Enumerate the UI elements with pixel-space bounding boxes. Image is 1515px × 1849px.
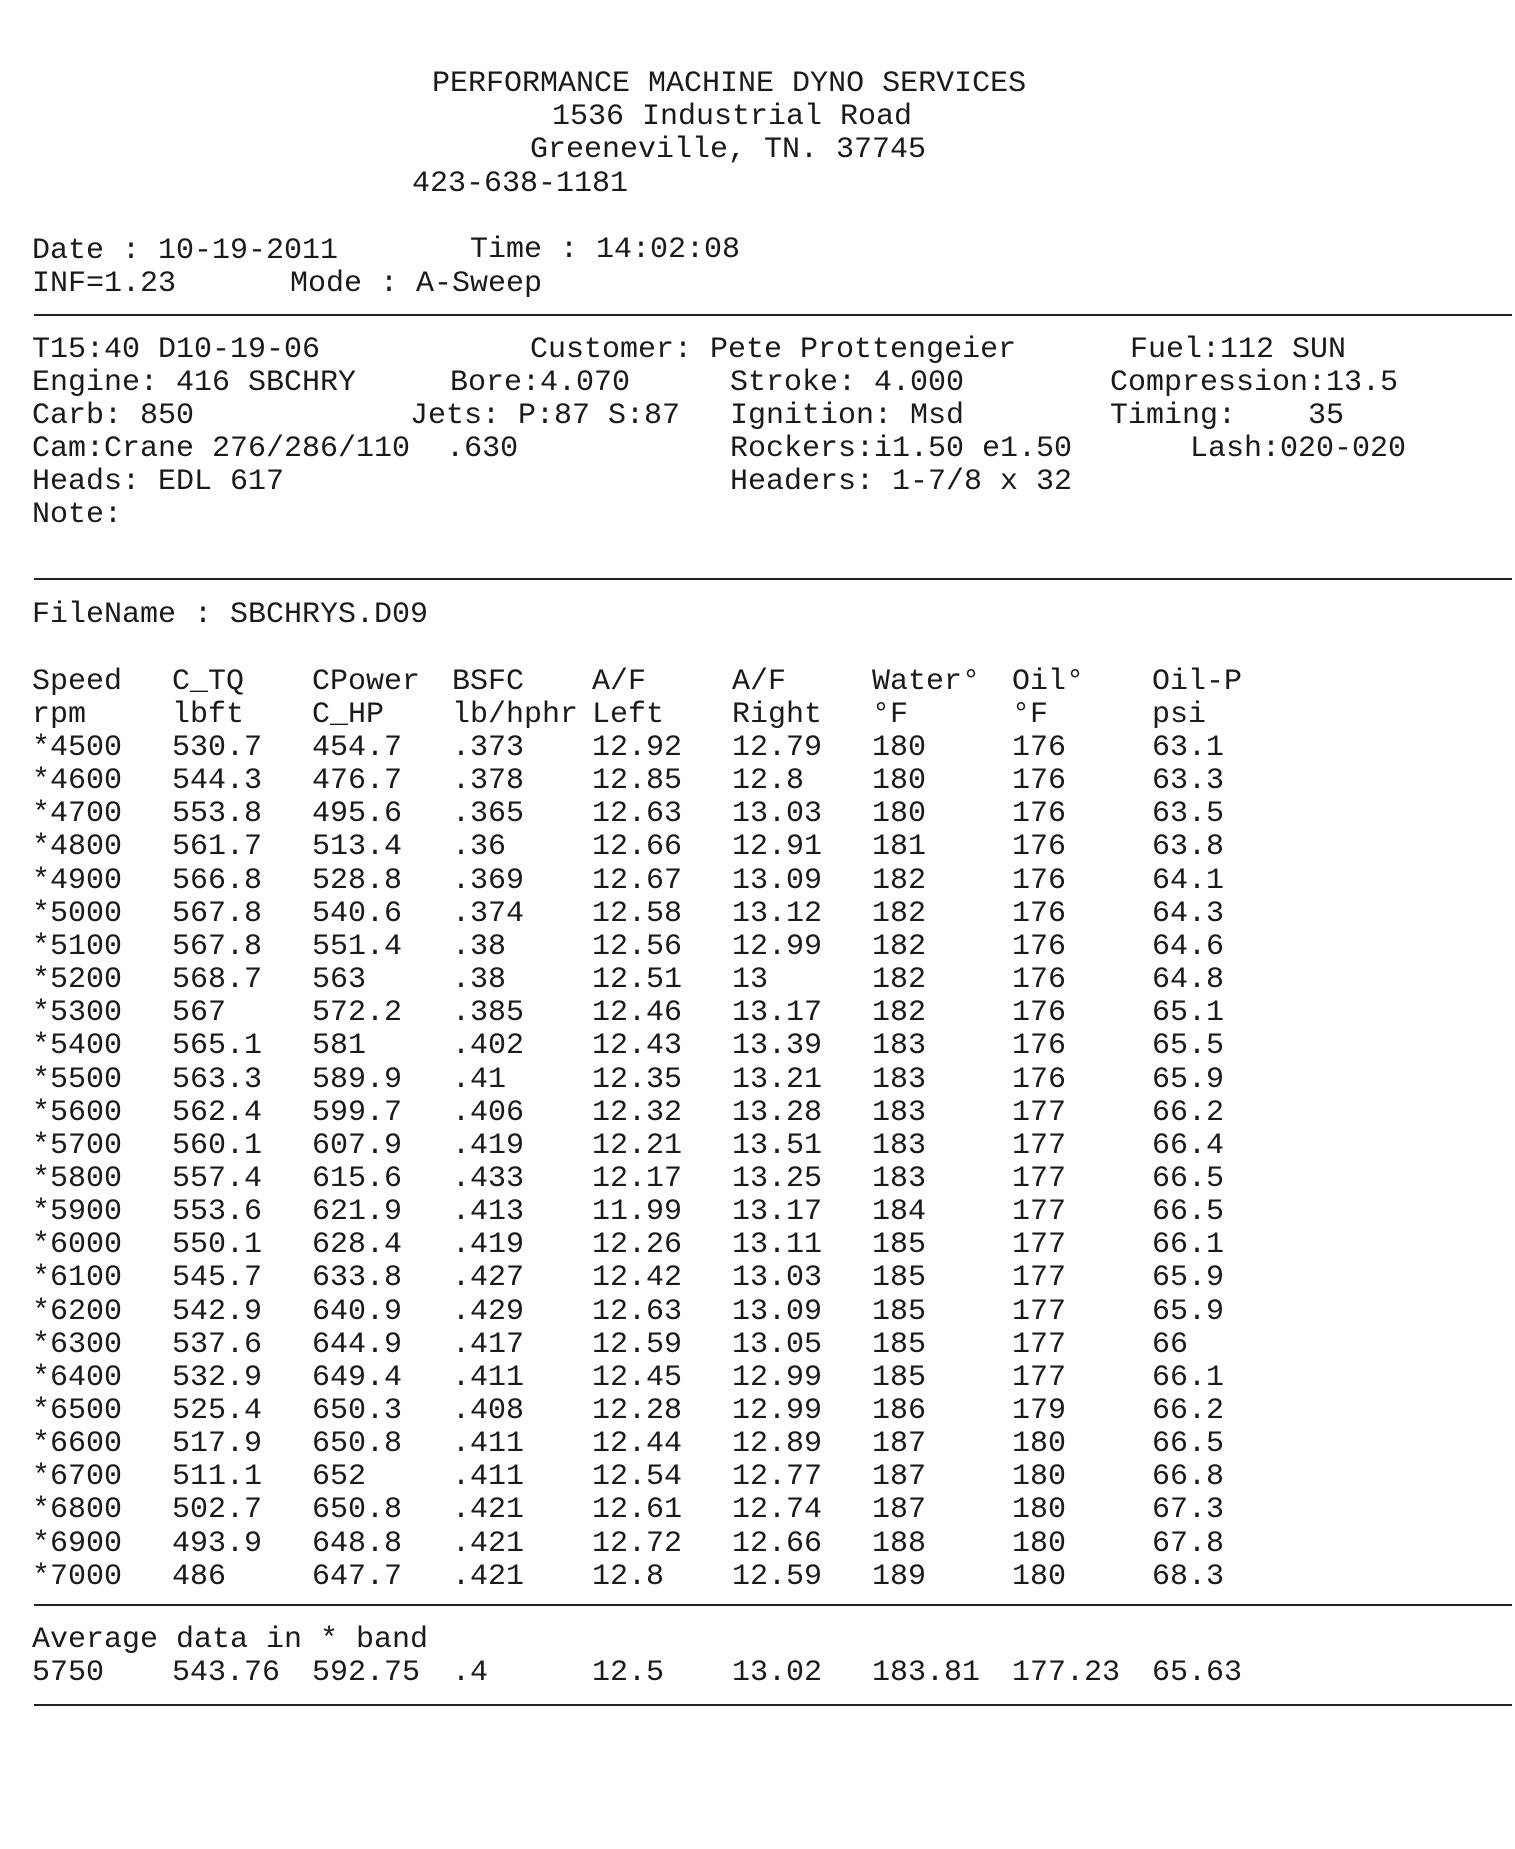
cell-oil-pressure: 64.6 (1152, 930, 1225, 964)
avg-torque: 543.76 (172, 1656, 281, 1690)
cell-af-right: 13.05 (732, 1328, 823, 1362)
avg-bsfc: .4 (452, 1656, 489, 1690)
cell-oil-temp: 176 (1012, 830, 1067, 864)
cell-af-left: 12.85 (592, 764, 683, 798)
cell-oil-pressure: 63.1 (1152, 731, 1225, 765)
test-id: T15:40 D10-19-06 (32, 333, 321, 367)
cell-speed: *4500 (32, 731, 123, 765)
cell-bsfc: .378 (452, 764, 525, 798)
cell-bsfc: .429 (452, 1295, 525, 1329)
cell-water-temp: 188 (872, 1527, 927, 1561)
cell-oil-temp: 180 (1012, 1527, 1067, 1561)
cell-af-right: 13.17 (732, 996, 823, 1030)
cell-oil-pressure: 66.2 (1152, 1096, 1225, 1130)
cell-speed: *5100 (32, 930, 123, 964)
cell-power: 650.3 (312, 1394, 403, 1428)
cell-oil-temp: 176 (1012, 864, 1067, 898)
cell-oil-pressure: 66.5 (1152, 1162, 1225, 1196)
cell-speed: *6500 (32, 1394, 123, 1428)
cam: Cam:Crane 276/286/110 .630 (32, 432, 519, 466)
cell-water-temp: 181 (872, 830, 927, 864)
cell-oil-pressure: 63.5 (1152, 797, 1225, 831)
column-header: C_TQ (172, 665, 245, 699)
cell-bsfc: .408 (452, 1394, 525, 1428)
avg-water-temp: 183.81 (872, 1656, 981, 1690)
cell-bsfc: .411 (452, 1460, 525, 1494)
cell-af-right: 13 (732, 963, 769, 997)
cell-torque: 517.9 (172, 1427, 263, 1461)
cell-oil-temp: 176 (1012, 897, 1067, 931)
cell-af-left: 12.17 (592, 1162, 683, 1196)
cell-af-right: 13.09 (732, 1295, 823, 1329)
cell-oil-pressure: 66.5 (1152, 1427, 1225, 1461)
cell-speed: *4600 (32, 764, 123, 798)
bore: Bore:4.070 (450, 366, 631, 400)
cell-water-temp: 183 (872, 1063, 927, 1097)
cell-af-left: 12.42 (592, 1261, 683, 1295)
cell-af-right: 13.17 (732, 1195, 823, 1229)
cell-speed: *5300 (32, 996, 123, 1030)
cell-bsfc: .406 (452, 1096, 525, 1130)
cell-oil-pressure: 63.8 (1152, 830, 1225, 864)
cell-water-temp: 185 (872, 1261, 927, 1295)
cell-speed: *5600 (32, 1096, 123, 1130)
cell-power: 607.9 (312, 1129, 403, 1163)
cell-oil-temp: 177 (1012, 1096, 1067, 1130)
cell-speed: *6000 (32, 1228, 123, 1262)
cell-oil-pressure: 65.9 (1152, 1295, 1225, 1329)
cell-oil-temp: 176 (1012, 963, 1067, 997)
cell-bsfc: .36 (452, 830, 507, 864)
column-header: CPower (312, 665, 421, 699)
timing: Timing: 35 (1110, 399, 1345, 433)
cell-bsfc: .373 (452, 731, 525, 765)
cell-oil-pressure: 63.3 (1152, 764, 1225, 798)
cell-oil-pressure: 66 (1152, 1328, 1189, 1362)
cell-power: 615.6 (312, 1162, 403, 1196)
cell-af-left: 12.54 (592, 1460, 683, 1494)
cell-bsfc: .413 (452, 1195, 525, 1229)
cell-af-right: 12.74 (732, 1493, 823, 1527)
cell-oil-temp: 176 (1012, 764, 1067, 798)
cell-bsfc: .421 (452, 1560, 525, 1594)
cell-water-temp: 185 (872, 1228, 927, 1262)
cell-oil-pressure: 67.3 (1152, 1493, 1225, 1527)
cell-oil-temp: 176 (1012, 797, 1067, 831)
cell-water-temp: 187 (872, 1460, 927, 1494)
cell-af-left: 12.63 (592, 797, 683, 831)
cell-oil-temp: 180 (1012, 1493, 1067, 1527)
cell-oil-temp: 177 (1012, 1261, 1067, 1295)
cell-af-left: 12.51 (592, 963, 683, 997)
cell-af-right: 12.99 (732, 930, 823, 964)
avg-power: 592.75 (312, 1656, 421, 1690)
cell-torque: 511.1 (172, 1460, 263, 1494)
cell-power: 633.8 (312, 1261, 403, 1295)
cell-power: 650.8 (312, 1493, 403, 1527)
cell-speed: *7000 (32, 1560, 123, 1594)
column-unit: Right (732, 698, 823, 732)
cell-af-left: 12.32 (592, 1096, 683, 1130)
cell-speed: *6600 (32, 1427, 123, 1461)
cell-oil-pressure: 66.1 (1152, 1361, 1225, 1395)
cell-af-right: 12.77 (732, 1460, 823, 1494)
cell-speed: *6400 (32, 1361, 123, 1395)
cell-af-left: 12.35 (592, 1063, 683, 1097)
cell-af-left: 12.56 (592, 930, 683, 964)
cell-oil-pressure: 65.9 (1152, 1063, 1225, 1097)
cell-water-temp: 185 (872, 1295, 927, 1329)
fuel: Fuel:112 SUN (1130, 333, 1347, 367)
cell-af-right: 13.51 (732, 1129, 823, 1163)
cell-water-temp: 187 (872, 1427, 927, 1461)
cell-af-left: 12.72 (592, 1527, 683, 1561)
company-city: Greeneville, TN. 37745 (530, 133, 927, 167)
cell-bsfc: .38 (452, 963, 507, 997)
cell-torque: 563.3 (172, 1063, 263, 1097)
cell-oil-temp: 176 (1012, 731, 1067, 765)
cell-power: 648.8 (312, 1527, 403, 1561)
cell-torque: 542.9 (172, 1295, 263, 1329)
column-unit: C_HP (312, 698, 385, 732)
company-phone: 423-638-1181 (412, 167, 629, 201)
cell-water-temp: 186 (872, 1394, 927, 1428)
cell-power: 572.2 (312, 996, 403, 1030)
cell-oil-temp: 179 (1012, 1394, 1067, 1428)
cell-power: 513.4 (312, 830, 403, 864)
cell-speed: *5900 (32, 1195, 123, 1229)
cell-oil-temp: 176 (1012, 996, 1067, 1030)
cell-bsfc: .417 (452, 1328, 525, 1362)
cell-oil-pressure: 66.5 (1152, 1195, 1225, 1229)
run-time: Time : 14:02:08 (470, 233, 741, 267)
cell-torque: 550.1 (172, 1228, 263, 1262)
cell-oil-temp: 176 (1012, 930, 1067, 964)
cell-bsfc: .365 (452, 797, 525, 831)
column-unit: psi (1152, 698, 1207, 732)
cell-oil-temp: 177 (1012, 1228, 1067, 1262)
cell-af-left: 12.28 (592, 1394, 683, 1428)
cell-af-left: 12.67 (592, 864, 683, 898)
cell-af-right: 13.11 (732, 1228, 823, 1262)
cell-oil-pressure: 64.8 (1152, 963, 1225, 997)
column-header: A/F (592, 665, 647, 699)
divider (34, 1704, 1512, 1706)
column-header: Water° (872, 665, 981, 699)
run-date: Date : 10-19-2011 (32, 234, 339, 268)
cell-bsfc: .369 (452, 864, 525, 898)
cell-power: 551.4 (312, 930, 403, 964)
cell-oil-temp: 177 (1012, 1328, 1067, 1362)
cell-af-left: 12.58 (592, 897, 683, 931)
cell-power: 647.7 (312, 1560, 403, 1594)
cell-speed: *5700 (32, 1129, 123, 1163)
average-label: Average data in * band (32, 1623, 429, 1657)
column-unit: rpm (32, 698, 87, 732)
cell-power: 476.7 (312, 764, 403, 798)
cell-bsfc: .427 (452, 1261, 525, 1295)
cell-torque: 545.7 (172, 1261, 263, 1295)
ignition: Ignition: Msd (730, 399, 965, 433)
company-address: 1536 Industrial Road (552, 100, 913, 134)
cell-bsfc: .374 (452, 897, 525, 931)
cell-water-temp: 180 (872, 797, 927, 831)
cell-torque: 562.4 (172, 1096, 263, 1130)
cell-oil-pressure: 66.1 (1152, 1228, 1225, 1262)
cell-power: 563 (312, 963, 367, 997)
cell-bsfc: .421 (452, 1493, 525, 1527)
cell-af-left: 12.21 (592, 1129, 683, 1163)
cell-af-left: 12.43 (592, 1029, 683, 1063)
cell-oil-temp: 177 (1012, 1129, 1067, 1163)
cell-af-right: 12.89 (732, 1427, 823, 1461)
column-unit: lb/hphr (452, 698, 579, 732)
avg-af-right: 13.02 (732, 1656, 823, 1690)
cell-bsfc: .411 (452, 1427, 525, 1461)
cell-torque: 544.3 (172, 764, 263, 798)
stroke: Stroke: 4.000 (730, 366, 965, 400)
cell-water-temp: 185 (872, 1328, 927, 1362)
cell-speed: *6800 (32, 1493, 123, 1527)
cell-af-left: 12.66 (592, 830, 683, 864)
cell-oil-pressure: 68.3 (1152, 1560, 1225, 1594)
cell-af-left: 12.63 (592, 1295, 683, 1329)
cell-bsfc: .419 (452, 1129, 525, 1163)
cell-bsfc: .419 (452, 1228, 525, 1262)
avg-speed: 5750 (32, 1656, 105, 1690)
cell-water-temp: 184 (872, 1195, 927, 1229)
cell-speed: *5500 (32, 1063, 123, 1097)
cell-af-right: 13.03 (732, 1261, 823, 1295)
cell-speed: *5800 (32, 1162, 123, 1196)
cell-water-temp: 182 (872, 996, 927, 1030)
cell-power: 454.7 (312, 731, 403, 765)
cell-oil-pressure: 64.1 (1152, 864, 1225, 898)
avg-oil-temp: 177.23 (1012, 1656, 1121, 1690)
cell-af-right: 13.39 (732, 1029, 823, 1063)
cell-torque: 557.4 (172, 1162, 263, 1196)
cell-bsfc: .402 (452, 1029, 525, 1063)
avg-af-left: 12.5 (592, 1656, 665, 1690)
cell-power: 540.6 (312, 897, 403, 931)
cell-power: 495.6 (312, 797, 403, 831)
cell-af-right: 13.28 (732, 1096, 823, 1130)
cell-speed: *6900 (32, 1527, 123, 1561)
cell-torque: 567.8 (172, 930, 263, 964)
cell-torque: 525.4 (172, 1394, 263, 1428)
cell-af-left: 12.61 (592, 1493, 683, 1527)
cell-oil-pressure: 66.8 (1152, 1460, 1225, 1494)
cell-water-temp: 182 (872, 930, 927, 964)
cell-torque: 532.9 (172, 1361, 263, 1395)
cell-torque: 486 (172, 1560, 227, 1594)
cell-speed: *5200 (32, 963, 123, 997)
cell-af-left: 12.92 (592, 731, 683, 765)
customer: Customer: Pete Prottengeier (530, 333, 1017, 367)
cell-oil-pressure: 66.2 (1152, 1394, 1225, 1428)
cell-torque: 561.7 (172, 830, 263, 864)
cell-oil-temp: 180 (1012, 1460, 1067, 1494)
cell-speed: *4700 (32, 797, 123, 831)
divider (34, 314, 1512, 316)
cell-water-temp: 182 (872, 963, 927, 997)
cell-speed: *6100 (32, 1261, 123, 1295)
cell-af-right: 13.03 (732, 797, 823, 831)
cell-torque: 502.7 (172, 1493, 263, 1527)
cell-water-temp: 182 (872, 897, 927, 931)
cell-af-right: 12.79 (732, 731, 823, 765)
cell-af-right: 12.66 (732, 1527, 823, 1561)
cell-water-temp: 187 (872, 1493, 927, 1527)
divider (34, 1604, 1512, 1606)
cell-af-right: 12.59 (732, 1560, 823, 1594)
rockers: Rockers:i1.50 e1.50 (730, 432, 1073, 466)
company-name: PERFORMANCE MACHINE DYNO SERVICES (432, 67, 1027, 101)
cell-oil-temp: 177 (1012, 1162, 1067, 1196)
cell-torque: 553.8 (172, 797, 263, 831)
cell-power: 649.4 (312, 1361, 403, 1395)
cell-water-temp: 180 (872, 764, 927, 798)
cell-torque: 567 (172, 996, 227, 1030)
cell-af-left: 12.46 (592, 996, 683, 1030)
cell-af-right: 12.8 (732, 764, 805, 798)
run-mode: Mode : A-Sweep (290, 267, 543, 301)
cell-speed: *6200 (32, 1295, 123, 1329)
cell-oil-pressure: 65.9 (1152, 1261, 1225, 1295)
cell-torque: 493.9 (172, 1527, 263, 1561)
run-inf: INF=1.23 (32, 267, 177, 301)
cell-power: 650.8 (312, 1427, 403, 1461)
headers: Headers: 1-7/8 x 32 (730, 465, 1073, 499)
cell-bsfc: .421 (452, 1527, 525, 1561)
cell-bsfc: .411 (452, 1361, 525, 1395)
cell-power: 599.7 (312, 1096, 403, 1130)
cell-af-left: 12.59 (592, 1328, 683, 1362)
column-unit: °F (872, 698, 909, 732)
cell-af-left: 12.45 (592, 1361, 683, 1395)
column-unit: lbft (172, 698, 245, 732)
cell-oil-temp: 177 (1012, 1295, 1067, 1329)
heads: Heads: EDL 617 (32, 465, 285, 499)
cell-water-temp: 183 (872, 1096, 927, 1130)
cell-power: 581 (312, 1029, 367, 1063)
cell-af-right: 13.21 (732, 1063, 823, 1097)
cell-torque: 560.1 (172, 1129, 263, 1163)
cell-oil-pressure: 65.1 (1152, 996, 1225, 1030)
cell-oil-pressure: 66.4 (1152, 1129, 1225, 1163)
jets: Jets: P:87 S:87 (410, 399, 681, 433)
cell-oil-temp: 177 (1012, 1361, 1067, 1395)
cell-torque: 566.8 (172, 864, 263, 898)
cell-oil-pressure: 67.8 (1152, 1527, 1225, 1561)
cell-bsfc: .41 (452, 1063, 507, 1097)
cell-oil-temp: 176 (1012, 1063, 1067, 1097)
cell-oil-pressure: 64.3 (1152, 897, 1225, 931)
cell-oil-temp: 180 (1012, 1560, 1067, 1594)
column-unit: Left (592, 698, 665, 732)
cell-power: 640.9 (312, 1295, 403, 1329)
cell-bsfc: .433 (452, 1162, 525, 1196)
cell-speed: *5400 (32, 1029, 123, 1063)
lash: Lash:020-020 (1190, 432, 1407, 466)
cell-power: 628.4 (312, 1228, 403, 1262)
cell-water-temp: 182 (872, 864, 927, 898)
avg-oil-pressure: 65.63 (1152, 1656, 1243, 1690)
cell-torque: 567.8 (172, 897, 263, 931)
cell-af-left: 12.8 (592, 1560, 665, 1594)
cell-torque: 537.6 (172, 1328, 263, 1362)
compression: Compression:13.5 (1110, 366, 1399, 400)
cell-af-right: 12.99 (732, 1394, 823, 1428)
cell-af-right: 13.09 (732, 864, 823, 898)
cell-power: 528.8 (312, 864, 403, 898)
cell-power: 621.9 (312, 1195, 403, 1229)
cell-af-left: 12.26 (592, 1228, 683, 1262)
divider (34, 578, 1512, 580)
cell-torque: 568.7 (172, 963, 263, 997)
cell-af-left: 12.44 (592, 1427, 683, 1461)
cell-water-temp: 183 (872, 1162, 927, 1196)
column-header: A/F (732, 665, 787, 699)
engine-spec: Engine: 416 SBCHRY (32, 366, 357, 400)
column-header: BSFC (452, 665, 525, 699)
cell-af-right: 13.25 (732, 1162, 823, 1196)
note: Note: (32, 498, 123, 532)
cell-power: 652 (312, 1460, 367, 1494)
cell-torque: 565.1 (172, 1029, 263, 1063)
cell-af-left: 11.99 (592, 1195, 683, 1229)
cell-speed: *4900 (32, 864, 123, 898)
cell-oil-temp: 177 (1012, 1195, 1067, 1229)
cell-water-temp: 185 (872, 1361, 927, 1395)
cell-water-temp: 183 (872, 1129, 927, 1163)
column-header: Oil° (1012, 665, 1085, 699)
cell-water-temp: 183 (872, 1029, 927, 1063)
cell-speed: *6300 (32, 1328, 123, 1362)
cell-speed: *4800 (32, 830, 123, 864)
cell-af-right: 13.12 (732, 897, 823, 931)
carb: Carb: 850 (32, 399, 195, 433)
column-header: Speed (32, 665, 123, 699)
cell-power: 644.9 (312, 1328, 403, 1362)
cell-bsfc: .385 (452, 996, 525, 1030)
cell-speed: *6700 (32, 1460, 123, 1494)
cell-af-right: 12.99 (732, 1361, 823, 1395)
cell-torque: 553.6 (172, 1195, 263, 1229)
cell-power: 589.9 (312, 1063, 403, 1097)
column-unit: °F (1012, 698, 1049, 732)
cell-water-temp: 180 (872, 731, 927, 765)
cell-speed: *5000 (32, 897, 123, 931)
cell-water-temp: 189 (872, 1560, 927, 1594)
cell-af-right: 12.91 (732, 830, 823, 864)
cell-torque: 530.7 (172, 731, 263, 765)
column-header: Oil-P (1152, 665, 1243, 699)
filename: FileName : SBCHRYS.D09 (32, 598, 429, 632)
cell-oil-temp: 180 (1012, 1427, 1067, 1461)
cell-bsfc: .38 (452, 930, 507, 964)
cell-oil-pressure: 65.5 (1152, 1029, 1225, 1063)
cell-oil-temp: 176 (1012, 1029, 1067, 1063)
